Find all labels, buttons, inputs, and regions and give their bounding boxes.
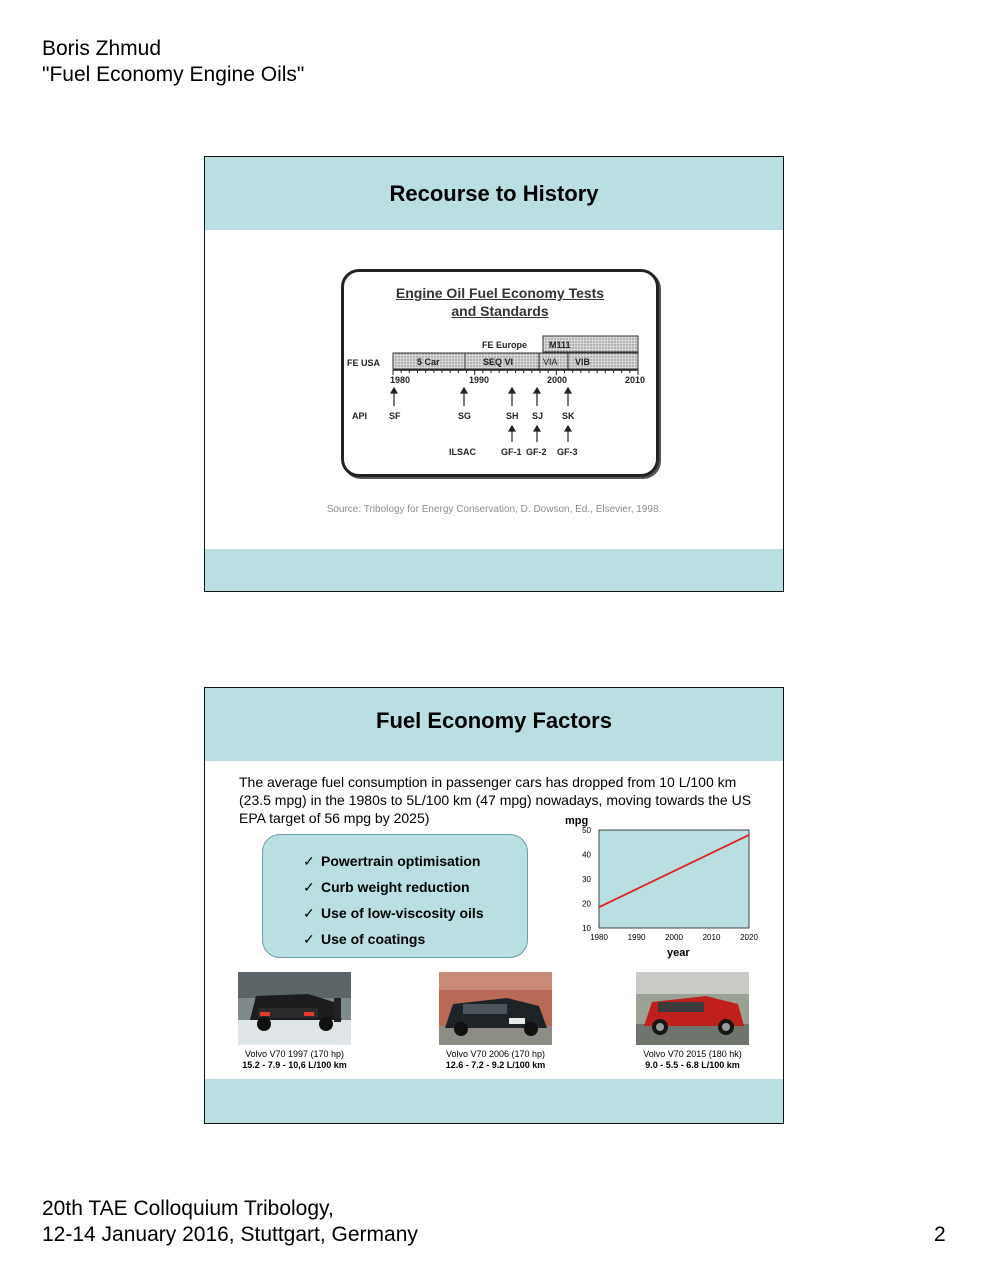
history-figure: [341, 269, 659, 477]
car-caption: Volvo V70 1997 (170 hp): [244, 1049, 345, 1059]
y-axis-label: mpg: [565, 815, 589, 827]
ilsac-gf1: GF-1: [501, 447, 522, 457]
footer-conference: 20th TAE Colloquium Tribology,: [42, 1197, 334, 1220]
bar-label-seqvi: SEQ VI: [483, 357, 514, 367]
factors-box: [262, 834, 528, 958]
factor-label: Use of low-viscosity oils: [321, 905, 484, 921]
x-tick-label: 2020: [740, 933, 758, 942]
timeline-diagram: [344, 272, 656, 474]
y-tick-label: 10: [582, 924, 591, 933]
car-photo-2006: [439, 972, 552, 1045]
year-2000: 2000: [547, 375, 568, 385]
slide-title: Recourse to History: [389, 181, 599, 206]
plot-area: [599, 830, 749, 928]
year-1990: 1990: [469, 375, 490, 385]
checkmark-icon: ✓: [303, 853, 315, 869]
car-consumption: 15.2 - 7.9 - 10,6 L/100 km: [242, 1060, 347, 1070]
checkmark-icon: ✓: [303, 879, 315, 895]
x-tick-label: 1980: [590, 933, 608, 942]
api-label: API: [352, 411, 368, 421]
checkmark-icon: ✓: [303, 905, 315, 921]
year-1980: 1980: [390, 375, 411, 385]
figure-title-line2: and Standards: [451, 303, 549, 319]
api-sj: SJ: [532, 411, 544, 421]
factor-item: [303, 900, 527, 926]
x-tick-label: 2000: [665, 933, 683, 942]
car-2015: [636, 972, 759, 1071]
bar-label-vib: VIB: [575, 357, 591, 367]
car-caption: Volvo V70 2006 (170 hp): [445, 1049, 546, 1059]
api-sk: SK: [562, 411, 575, 421]
slide-title: Fuel Economy Factors: [376, 708, 612, 733]
bar-label-m111: M111: [549, 340, 571, 350]
page-header: [42, 36, 304, 88]
factor-label: Use of coatings: [321, 931, 426, 947]
year-2010: 2010: [625, 375, 646, 385]
car-consumption: 9.0 - 5.5 - 6.8 L/100 km: [645, 1060, 740, 1070]
car-caption: Volvo V70 2015 (180 hk): [643, 1049, 742, 1059]
x-tick-label: 2010: [702, 933, 721, 942]
factor-label: Powertrain optimisation: [321, 853, 481, 869]
bar-label-via: VIA: [543, 357, 558, 367]
page-footer: [42, 1196, 418, 1248]
car-consumption: 12.6 - 7.2 - 9.2 L/100 km: [445, 1060, 546, 1070]
slide-footer-band: [205, 549, 783, 591]
bar-label-5car: 5 Car: [417, 357, 440, 367]
slide-fuel-economy-factors: [204, 687, 784, 1124]
x-axis-label: year: [667, 947, 690, 959]
api-sf: SF: [389, 411, 401, 421]
api-sh: SH: [506, 411, 519, 421]
car-photo-1997: [238, 972, 351, 1045]
slide-footer-band: [205, 1079, 783, 1123]
slide-recourse-to-history: [204, 156, 784, 592]
fe-europe-label: FE Europe: [482, 340, 528, 350]
page-number: 2: [934, 1223, 946, 1246]
y-tick-label: 20: [582, 899, 591, 909]
source-citation: Source: Tribology for Energy Conservation, D. Dowson, Ed., Elsevier, 1998.: [326, 504, 662, 515]
ilsac-gf2: GF-2: [526, 447, 547, 457]
car-photo-2015: [636, 972, 749, 1045]
ilsac-gf3: GF-3: [557, 447, 578, 457]
document-title: "Fuel Economy Engine Oils": [42, 63, 305, 86]
figure-title-line1: Engine Oil Fuel Economy Tests: [395, 285, 605, 301]
factor-item: [303, 926, 527, 952]
car-2006: [439, 972, 562, 1071]
x-tick-label: 1990: [627, 933, 646, 942]
y-tick-label: 50: [582, 826, 591, 835]
factor-item: [303, 874, 527, 900]
author-name: Boris Zhmud: [42, 37, 162, 60]
ilsac-label: ILSAC: [449, 447, 476, 457]
api-sg: SG: [458, 411, 472, 421]
y-tick-label: 30: [582, 875, 591, 884]
fe-usa-label: FE USA: [347, 358, 381, 368]
mpg-chart: [551, 810, 761, 960]
factor-label: Curb weight reduction: [321, 879, 470, 895]
factor-item: [303, 848, 527, 874]
checkmark-icon: ✓: [303, 931, 315, 947]
footer-date-place: 12-14 January 2016, Stuttgart, Germany: [42, 1223, 418, 1246]
y-tick-label: 40: [582, 850, 591, 860]
intro-paragraph: The average fuel consumption in passenger cars has dropped from 10 L/100 km (23.5 mpg) in the 1980s to 5L/100 km (47 mpg) nowadays, moving towards the US EPA target of 56 mpg by 2025): [239, 774, 752, 826]
car-1997: [238, 972, 361, 1071]
